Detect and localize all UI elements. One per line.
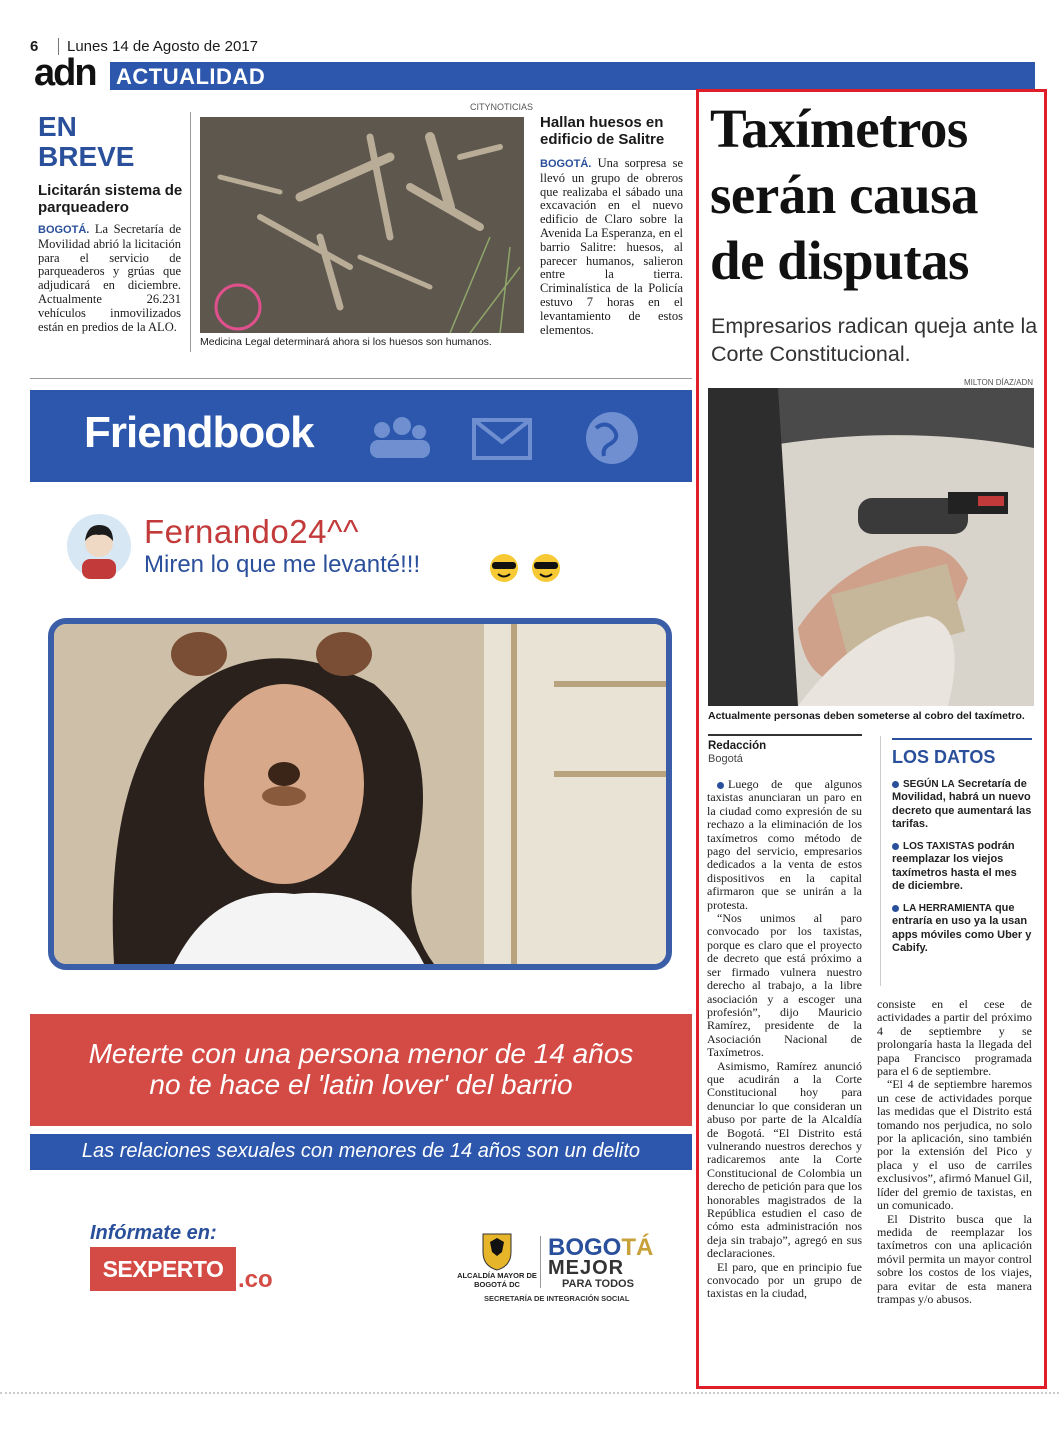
alcaldia-label: ALCALDÍA MAYOR DE BOGOTÁ DC [457, 1271, 537, 1289]
section-title: ACTUALIDAD [116, 64, 266, 89]
bogota-logo-part2: TÁ [621, 1234, 654, 1261]
dato-key: LOS TAXISTAS [903, 841, 975, 852]
taxi-photo [708, 388, 1034, 706]
article-paragraph: “Nos unimos al paro convocado por los taxistas, porque es claro que el proyecto de decreto que está próximo a ser firmado vulnera nuestro derecho al trabajo, a la libre asociación y a escoger una profesión”, dijo Mauricio Ramírez, presidente de la Asociación Nacional de Taxímetros. [707, 911, 862, 1060]
dato-item [892, 778, 1032, 832]
brief2-body [540, 157, 683, 337]
article-column-1 [707, 778, 862, 1301]
post-text: Miren lo que me levanté!!! [144, 551, 421, 578]
photo-source: CITYNOTICIAS [470, 102, 534, 112]
taxi-caption: Actualmente personas deben someterse al cobro del taxímetro. [708, 710, 1025, 722]
brief2-lead: BOGOTÁ. [540, 158, 592, 170]
ad-slogan [30, 1038, 692, 1100]
scan-edge [0, 1388, 1059, 1394]
bogota-logo-part1: BOGO [548, 1234, 622, 1261]
globe-icon [586, 412, 638, 464]
ad-header-icons [364, 408, 654, 468]
article-headline: Taxímetros serán causa de disputas [710, 98, 978, 291]
datos-title: LOS DATOS [892, 747, 996, 767]
dato-key: LA HERRAMIENTA [903, 903, 992, 914]
brief2-text: Una sorpresa se llevó un grupo de obreros que realizaba el sábado una excavación en el nuevo edificio de Claro sobre la Avenida La Esperanza, en el barrio Salitre: huesos, al parecer humanos, salieron entre la tierra. Criminalística de la Policía estuvo 7 horas en el levantamiento de estos elementos. [540, 156, 684, 337]
dato-item [892, 840, 1032, 894]
sunglasses-emoji-icon [488, 552, 568, 584]
adn-logo: adn [34, 52, 96, 94]
bogota-crest-icon [474, 1232, 520, 1272]
section-rule [30, 378, 692, 379]
slogan-line-1: Meterte con una persona menor de 14 años [88, 1038, 634, 1069]
brief2-title: Hallan huesos en edificio de Salitre [540, 114, 665, 148]
en-breve-label: EN BREVE [38, 111, 135, 172]
dato-text: podrán reemplazar los viejos taxímetros hasta el mes de diciembre. [892, 840, 1017, 893]
informate-label: Infórmate en: [90, 1222, 217, 1244]
para-todos-label: PARA TODOS [562, 1278, 634, 1290]
datos-rule [892, 738, 1032, 740]
bullet-icon [892, 905, 899, 912]
photo-credit: MILTON DÍAZ/ADN [964, 378, 1034, 387]
article-paragraph: consiste en el cese de actividades a partir del próximo 4 de septiembre y se prolongaría hasta la llegada del papa Francisco programada para el 6 de septiembre. [877, 997, 1032, 1079]
sexperto-logo: SEXPERTO [102, 1256, 224, 1282]
page-number: 6 [30, 38, 39, 55]
dato-item [892, 902, 1032, 956]
byline-location: Bogotá [708, 753, 743, 765]
slogan-line-2: no te hace el 'latin lover' del barrio [149, 1069, 573, 1100]
page-date: Lunes 14 de Agosto de 2017 [58, 38, 258, 55]
byline-rule [708, 734, 862, 736]
brief1-body [38, 223, 181, 334]
ad-selfie-photo [48, 618, 672, 970]
article-paragraph [707, 778, 862, 912]
byline: Redacción [708, 740, 767, 752]
article-paragraph: El Distrito busca que la medida de reemplazar los taxímetros con una aplicación móvil permita un mayor control sobre los costos de los viajes, para evitar de esta manera trampas y/o abusos. [877, 1211, 1032, 1306]
brief1-text: La Secretaría de Movilidad abrió la licitación para el servicio de parqueaderos y grúas que adjudicará en diciembre. Actualmente 26.231 vehículos inmovilizados están en predios de la ALO. [38, 222, 182, 334]
avatar [66, 513, 132, 579]
ad-brand: Friendbook [84, 408, 314, 457]
secretaria-label: SECRETARÍA DE INTEGRACIÓN SOCIAL [484, 1294, 630, 1303]
sexperto-tld: .co [238, 1266, 273, 1293]
brief1-lead: BOGOTÁ. [38, 224, 90, 236]
article-column-2 [877, 998, 1032, 1306]
bullet-icon [892, 843, 899, 850]
bullet-icon [717, 782, 724, 789]
bullet-icon [892, 781, 899, 788]
brief1-title: Licitarán sistema de parqueadero [38, 182, 183, 216]
post-username: Fernando24^^ [144, 513, 359, 550]
bones-photo [200, 117, 524, 333]
bones-caption: Medicina Legal determinará ahora si los huesos son humanos. [200, 336, 492, 348]
ad-warning: Las relaciones sexuales con menores de 14 años son un delito [81, 1140, 641, 1162]
mail-icon [474, 420, 530, 458]
article-subhead: Empresarios radican queja ante la Corte Constitucional. [711, 314, 1038, 366]
article-paragraph: Asimismo, Ramírez anunció que acudirán a la Corte Constitucional hoy para denunciar lo que consideran un abuso por parte de la Alcaldía de Bogotá. “El Distrito está vulnerando nuestros derechos y radicaremos ante la Corte Constitucional de Colombia un derecho de petición para que los honorables magistrados de la República estudien el caso de cómo esta administración nos deja sin trabajo”, agregó en sus declaraciones. [707, 1058, 862, 1261]
article-paragraph: “El 4 de septiembre haremos un cese de actividades porque las medidas que el Distrito está tomando nos perjudica, no solo por la aplicación, sino también por la extensión del Pico y placa y el uso de carriles exclusivos”, afirmó Manuel Gil, líder del gremio de taxistas, en un comunicado. [877, 1077, 1032, 1213]
mejor-label: MEJOR [548, 1257, 625, 1279]
paragraph-text: Luego de que algunos taxistas anunciaran un paro en la ciudad como expresión de su rechazo a la eliminación de los taxímetros como método de pago del servicio, empresarios dedicados a la venta de estos dispositivos en la capital afirmaron que se unirán a la protesta. [707, 777, 862, 912]
logo-separator [540, 1236, 541, 1288]
article-paragraph: El paro, que en principio fue convocado por un grupo de taxistas en la ciudad, [707, 1259, 862, 1301]
column-divider [190, 112, 191, 352]
dato-text: que entraría en uso ya la usan apps móviles como Uber y Cabify. [892, 902, 1032, 955]
dato-text: Secretaría de Movilidad, habrá un nuevo decreto que aumentará las tarifas. [892, 778, 1032, 831]
dato-key: SEGÚN LA [903, 779, 955, 790]
